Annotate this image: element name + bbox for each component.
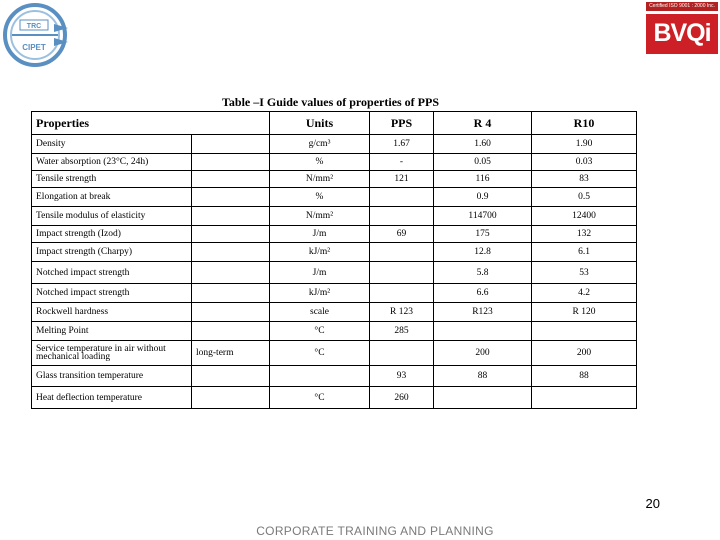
table-row [32, 207, 637, 226]
units-cell: N/mm² [270, 171, 370, 188]
table-row [32, 188, 637, 207]
table-row [32, 243, 637, 262]
pps-cell [370, 262, 434, 284]
pps-cell: R 123 [370, 303, 434, 322]
header-r10: R10 [532, 112, 637, 135]
table-header-row [32, 112, 637, 135]
r4-cell: 0.05 [434, 154, 532, 171]
pps-cell [370, 341, 434, 366]
r10-cell: 12400 [532, 207, 637, 226]
pps-cell: 1.67 [370, 135, 434, 154]
r4-cell: R123 [434, 303, 532, 322]
cipet-logo [2, 2, 72, 68]
note-cell: long-term [192, 341, 270, 366]
property-cell: Glass transition temperature [32, 366, 192, 387]
property-cell: Melting Point [32, 322, 192, 341]
pps-cell: 93 [370, 366, 434, 387]
pps-cell: - [370, 154, 434, 171]
r4-cell: 1.60 [434, 135, 532, 154]
header-properties: Properties [32, 112, 270, 135]
note-cell [192, 135, 270, 154]
table-row [32, 284, 637, 303]
properties-table [31, 111, 637, 409]
property-cell: Density [32, 135, 192, 154]
table-row [32, 226, 637, 243]
property-cell: Water absorption (23°C, 24h) [32, 154, 192, 171]
units-cell: °C [270, 322, 370, 341]
pps-cell [370, 188, 434, 207]
property-cell: Tensile strength [32, 171, 192, 188]
note-cell [192, 226, 270, 243]
note-cell [192, 303, 270, 322]
r10-cell [532, 322, 637, 341]
r4-cell: 88 [434, 366, 532, 387]
note-cell [192, 207, 270, 226]
table-row [32, 154, 637, 171]
units-cell: scale [270, 303, 370, 322]
r4-cell: 6.6 [434, 284, 532, 303]
table-row [32, 322, 637, 341]
pps-cell [370, 243, 434, 262]
r4-cell: 116 [434, 171, 532, 188]
pps-cell: 121 [370, 171, 434, 188]
pps-cell: 285 [370, 322, 434, 341]
units-cell: °C [270, 341, 370, 366]
header-units: Units [270, 112, 370, 135]
table-title: Table –I Guide values of properties of PPS [222, 95, 440, 109]
property-cell: Service temperature in air without mechanical loading [32, 341, 192, 366]
r4-cell: 200 [434, 341, 532, 366]
units-cell: J/m [270, 226, 370, 243]
pps-cell: 69 [370, 226, 434, 243]
property-cell: Rockwell hardness [32, 303, 192, 322]
property-cell: Elongation at break [32, 188, 192, 207]
units-cell: % [270, 188, 370, 207]
certification-text: Certified ISO 9001 : 2000 Inc. [646, 2, 718, 11]
units-cell: kJ/m² [270, 243, 370, 262]
note-cell [192, 322, 270, 341]
table-row [32, 171, 637, 188]
table-row [32, 135, 637, 154]
pps-cell [370, 207, 434, 226]
note-cell [192, 188, 270, 207]
pps-cell: 260 [370, 387, 434, 409]
r4-cell: 12.8 [434, 243, 532, 262]
table-row [32, 262, 637, 284]
units-cell: g/cm³ [270, 135, 370, 154]
r10-cell: 0.03 [532, 154, 637, 171]
pps-cell [370, 284, 434, 303]
r10-cell: 83 [532, 171, 637, 188]
property-cell: Notched impact strength [32, 284, 192, 303]
header-r4: R 4 [434, 112, 532, 135]
table-row [32, 341, 637, 366]
r10-cell: 6.1 [532, 243, 637, 262]
note-cell [192, 262, 270, 284]
r10-cell: 132 [532, 226, 637, 243]
header-pps: PPS [370, 112, 434, 135]
table-row [32, 387, 637, 409]
r10-cell [532, 387, 637, 409]
r10-cell: 53 [532, 262, 637, 284]
r10-cell: 200 [532, 341, 637, 366]
units-cell: °C [270, 387, 370, 409]
property-cell: Tensile modulus of elasticity [32, 207, 192, 226]
r10-cell: 4.2 [532, 284, 637, 303]
r4-cell: 5.8 [434, 262, 532, 284]
r4-cell [434, 322, 532, 341]
note-cell [192, 171, 270, 188]
note-cell [192, 154, 270, 171]
property-cell: Notched impact strength [32, 262, 192, 284]
note-cell [192, 366, 270, 387]
r10-cell: 88 [532, 366, 637, 387]
note-cell [192, 387, 270, 409]
logo-line2: CIPET [22, 43, 46, 52]
r4-cell: 175 [434, 226, 532, 243]
units-cell: N/mm² [270, 207, 370, 226]
units-cell: J/m [270, 262, 370, 284]
table-row [32, 366, 637, 387]
r4-cell [434, 387, 532, 409]
note-cell [192, 284, 270, 303]
footer-text: CORPORATE TRAINING AND PLANNING [256, 524, 494, 538]
logo-line1: TRC [26, 23, 42, 30]
r4-cell: 114700 [434, 207, 532, 226]
r10-cell: 1.90 [532, 135, 637, 154]
note-cell [192, 243, 270, 262]
property-cell: Impact strength (Charpy) [32, 243, 192, 262]
bvqi-logo-text: BVQi [653, 19, 711, 47]
table-row [32, 303, 637, 322]
r4-cell: 0.9 [434, 188, 532, 207]
property-cell: Impact strength (Izod) [32, 226, 192, 243]
property-cell: Heat deflection temperature [32, 387, 192, 409]
r10-cell: 0.5 [532, 188, 637, 207]
units-cell: % [270, 154, 370, 171]
units-cell: kJ/m² [270, 284, 370, 303]
page-number: 20 [645, 496, 660, 511]
r10-cell: R 120 [532, 303, 637, 322]
units-cell [270, 366, 370, 387]
